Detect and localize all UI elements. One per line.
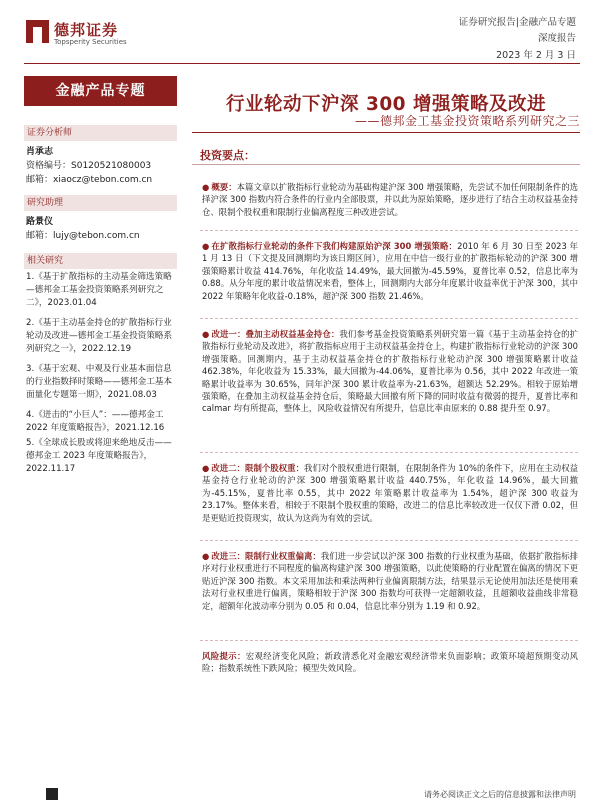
- paragraph-text: 我们参考基金投资策略系列研究第一篇《基于主动基金持仓的扩散指标行业轮动及改进》，将扩散指标应用于主动权益基金持仓上，构建扩散指标行业轮动的沪深 300 增强策略。回测期内，基于主动权益基金持仓的扩散指标行业轮动沪深 300 增强策略累计收益 462.38%，年化收益为 15.33%，最大回撤为-44.06%，夏普比率为 0.56，其中 2022 年改进一策略累计收益率为 30.65%，同年沪深 300 累计收益率为-21.63%，超额达 52.29%。相较于原始增强策略，在叠加主动权益基金持仓后，策略最大回撤有所下降的同时收益有微弱的提升，夏普比率和 calmar 均有所提高，整体上，风险收益情况有所提升，信息比率由原来的 0.88 提升至 0.97。: [202, 329, 579, 414]
- bullet-icon: ●: [202, 463, 210, 473]
- paragraph-lead: 在扩散指标行业轮动的条件下我们构建原始沪深 300 增强策略：: [211, 241, 458, 251]
- qr-code-icon: [46, 788, 58, 800]
- assistant-info: [26, 215, 176, 243]
- paragraph-lead: 改进一：叠加主动权益基金持仓：: [211, 329, 340, 339]
- brand-name: 德邦证券: [54, 21, 119, 39]
- paragraph-divider: [200, 230, 578, 231]
- report-date: 2023 年 2 月 3 日: [496, 50, 576, 61]
- paragraph-text: 本篇文章以扩散指标行业轮动为基础构建沪深 300 增强策略，先尝试不加任何限制条件的选择沪深 300 指数内符合条件的行业内全部股票，并以此为原始策略，逐步进行了结合主动权益基金持仓、限制个股权重和限制行业偏离程度三种改进尝试。: [202, 182, 578, 217]
- key-point-paragraph: [202, 328, 578, 415]
- paragraph-divider: [200, 452, 578, 453]
- paragraph-divider: [200, 318, 578, 319]
- brand-name-en: Topsperity Securities: [54, 38, 127, 46]
- related-item[interactable]: 2.《基于主动基金持仓的扩散指标行业轮动及改进—德邦金工基金投资策略系列研究之一》，2022.12.19: [26, 318, 173, 355]
- bullet-icon: ●: [202, 241, 210, 251]
- report-type: 深度报告: [537, 33, 576, 44]
- related-item[interactable]: 3.《基于宏观、中观及行业基本面信息的行业指数择时策略——德邦金工基本面量化专题第一期》，2021.08.03: [26, 364, 173, 401]
- assistant-name: 路景仪: [26, 217, 54, 227]
- risk-warning: [202, 650, 578, 675]
- key-points-heading: 投资要点：: [200, 149, 255, 162]
- disclaimer-note: 请务必阅读正文之后的信息披露和法律声明: [424, 790, 576, 799]
- brand-logo-icon: [26, 20, 49, 43]
- paragraph-divider: [200, 540, 578, 541]
- analyst-name: 肖承志: [26, 147, 54, 157]
- report-title: 行业轮动下沪深 300 增强策略及改进: [226, 94, 546, 115]
- header-divider: [24, 63, 580, 64]
- assistant-heading: 研究助理: [24, 195, 177, 211]
- related-item[interactable]: 1.《基于扩散指标的主动基金筛选策略—德邦金工基金投资策略系列研究之二》，2023.01.04: [26, 272, 172, 309]
- analyst-email[interactable]: 邮箱：xiaocz@tebon.com.cn: [26, 175, 153, 185]
- analyst-cert: 资格编号：S0120521080003: [26, 161, 152, 171]
- key-points-divider: [192, 164, 580, 165]
- analyst-info: [26, 145, 176, 187]
- key-point-paragraph: [202, 240, 578, 302]
- sidebar-banner: 金融产品专题: [24, 76, 177, 106]
- paragraph-text: 2010 年 6 月 30 日至 2023 年 1 月 13 日（下文提及回测期均为该日期区间），应用在中信一级行业的扩散指标轮动的沪深 300 增强策略累计收益 414.76%，年化收益 14.49%，最大回撤为-45.59%，夏普比率 0.52，信息比率为 0.88。从分年度的累计收益情况来看，整体上，回测期内大部分年度累计收益率优于沪深 300，其中 2022 年策略年化收益-0.18%，超沪深 300 指数 21.46%。: [202, 241, 579, 301]
- risk-label: 风险提示：: [202, 651, 246, 661]
- related-item[interactable]: 5.《全球成长股或将迎来绝地反击——德邦金工 2023 年度策略报告》，2022.11.17: [26, 438, 172, 475]
- paragraph-text: 我们对个股权重进行限制，在限制条件为 10%的条件下，应用在主动权益基金持仓行业轮动的沪深 300 增强策略累计收益 440.75%，年化收益 14.96%，最大回撤为-45.15%，夏普比率 0.55，其中 2022 年策略累计收益率为 1.54%，超沪深 300 收益为 23.17%。整体来看，相较于不限制个股权重的策略，改进二的信息比率较改进一仅仅下滑 0.02，但是更贴近投资现实，故认为这尚为有效的尝试。: [202, 463, 579, 523]
- paragraph-lead: 改进三：限制行业权重偏离：: [211, 551, 321, 561]
- paragraph-divider: [200, 640, 578, 641]
- related-heading: 相关研究: [24, 253, 177, 269]
- title-divider: [192, 132, 580, 133]
- paragraph-lead: 概要：: [211, 182, 237, 192]
- report-subtitle: ——德邦金工基金投资策略系列研究之三: [354, 114, 580, 128]
- related-item[interactable]: 4.《迸击的“小巨人”：——德邦金工 2022 年度策略报告》，2021.12.16: [26, 410, 165, 434]
- analyst-heading: 证券分析师: [24, 125, 177, 141]
- bullet-icon: ●: [202, 551, 210, 561]
- risk-text: 宏观经济变化风险；新政清悉化对金融宏观经济带来负面影响；政策环境超预期变动风险；指数系统性下跌风险；模型失效风险。: [202, 651, 578, 674]
- paragraph-text: 我们进一步尝试以沪深 300 指数的行业权重为基础，依据扩散指标排序对行业权重进行不同程度的偏离构建沪深 300 增强策略，以此使策略的行业配置在偏离的情况下更贴近沪深 300 指数。本文采用加法和乘法两种行业偏离限制方法，结果显示无论使用加法还是使用乘法对行业权重进行偏离，策略相较于沪深 300 指数均可获得一定超额收益，且超额收益曲线非常稳定，超额年化波动率分别为 0.05 和 0.04，信息比率分别为 1.19 和 0.92。: [202, 551, 579, 611]
- key-point-paragraph: [202, 550, 578, 612]
- bullet-icon: ●: [202, 329, 210, 339]
- report-category: 证券研究报告|金融产品专题: [458, 17, 576, 28]
- assistant-email[interactable]: 邮箱：lujy@tebon.com.cn: [26, 231, 140, 241]
- bullet-icon: ●: [202, 182, 210, 192]
- paragraph-lead: 改进二：限制个股权重：: [211, 463, 305, 473]
- key-point-paragraph: [202, 181, 578, 218]
- key-point-paragraph: [202, 462, 578, 524]
